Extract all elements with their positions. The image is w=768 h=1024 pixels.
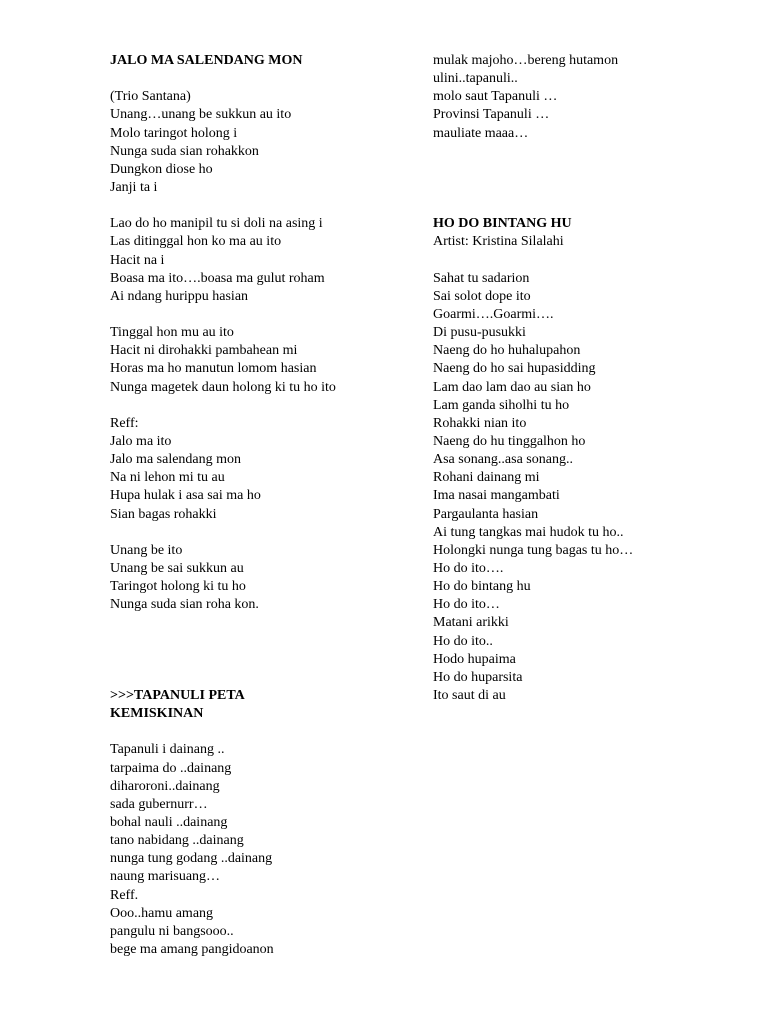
lyric-line: Ito saut di au [433, 687, 506, 703]
lyric-line: Nunga suda sian roha kon. [110, 597, 259, 613]
song-artist: Artist: Kristina Silalahi [433, 234, 564, 250]
lyric-line: mauliate maaa… [433, 125, 529, 141]
lyric-line: Asa sonang..asa sonang.. [433, 452, 573, 468]
lyric-line: Lam dao lam dao au sian ho [433, 379, 591, 395]
lyric-line: pangulu ni bangsooo.. [110, 923, 234, 939]
lyric-line: molo saut Tapanuli … [433, 89, 558, 105]
lyric-line: Taringot holong ki tu ho [110, 579, 246, 595]
lyric-line: Lao do ho manipil tu si doli na asing i [110, 216, 323, 232]
left-column [110, 52, 410, 959]
lyric-line: Naeng do ho huhalupahon [433, 343, 581, 359]
lyric-line: Jalo ma ito [110, 433, 172, 449]
lyric-line: Matani arikki [433, 615, 509, 631]
lyric-line: Ho do ito… [433, 597, 500, 613]
lyric-line: Rohani dainang mi [433, 470, 540, 486]
lyric-line: Unang…unang be sukkun au ito [110, 107, 292, 123]
lyric-line: Jalo ma salendang mon [110, 452, 242, 468]
lyric-line: Janji ta i [110, 179, 158, 195]
lyric-line: Ooo..hamu amang [110, 905, 214, 921]
lyric-line: mulak majoho…bereng hutamon [433, 53, 619, 68]
lyric-line: Ai tung tangkas mai hudok tu ho.. [433, 524, 624, 540]
lyric-line: Tapanuli i dainang .. [110, 742, 225, 758]
lyric-line: bohal nauli ..dainang [110, 814, 228, 830]
lyric-line: ulini..tapanuli.. [433, 71, 518, 87]
verse-2 [110, 215, 410, 306]
lyric-line: Unang be sai sukkun au [110, 560, 244, 576]
verse-4 [110, 542, 410, 615]
lyric-line: Ho do ito…. [433, 560, 504, 576]
song2-continued [433, 52, 733, 143]
lyric-line: Nunga magetek daun holong ki tu ho ito [110, 379, 336, 395]
right-column [433, 52, 733, 705]
lyric-line: Sahat tu sadarion [433, 270, 530, 286]
lyric-line: Hodo hupaima [433, 651, 516, 667]
lyric-line: sada gubernurr… [110, 796, 208, 812]
lyric-line: Rohakki nian ito [433, 415, 527, 431]
refrain [110, 415, 410, 524]
verse-1 [110, 106, 410, 197]
lyric-line: Pargaulanta hasian [433, 506, 539, 522]
lyric-line: tano nabidang ..dainang [110, 833, 244, 849]
lyric-line: Naeng do ho sai hupasidding [433, 361, 596, 377]
lyric-line: Di pusu-pusukki [433, 325, 526, 341]
lyric-line: diharoroni..dainang [110, 778, 220, 794]
lyric-line: Goarmi….Goarmi…. [433, 307, 554, 322]
lyric-line: Ima nasai mangambati [433, 488, 560, 504]
lyric-line: tarpaima do ..dainang [110, 760, 232, 776]
lyric-line: Provinsi Tapanuli … [433, 107, 550, 123]
lyric-line: Unang be ito [110, 542, 183, 558]
lyric-line: Molo taringot holong i [110, 125, 238, 141]
lyric-line: Sian bagas rohakki [110, 506, 217, 522]
lyric-line: bege ma amang pangidoanon [110, 941, 274, 957]
lyric-line: Na ni lehon mi tu au [110, 470, 225, 486]
lyric-line: Ho do huparsita [433, 669, 523, 685]
lyric-line: Tinggal hon mu au ito [110, 325, 234, 341]
song-title: >>>TAPANULI PETA [110, 687, 245, 703]
song-artist: (Trio Santana) [110, 89, 191, 105]
lyric-line: Dungkon diose ho [110, 161, 213, 177]
lyric-line: Nunga suda sian rohakkon [110, 143, 259, 159]
lyric-line: naung marisuang… [110, 869, 221, 885]
lyric-line: Reff: [110, 415, 139, 431]
lyric-line: Hacit ni dirohakki pambahean mi [110, 343, 298, 359]
lyric-line: nunga tung godang ..dainang [110, 851, 273, 867]
lyric-line: Horas ma ho manutun lomom hasian [110, 361, 317, 377]
verse-3 [110, 324, 410, 397]
song3-lyrics [433, 270, 733, 705]
lyric-line: Holongki nunga tung bagas tu ho… [433, 542, 634, 558]
lyric-line: Naeng do hu tinggalhon ho [433, 433, 586, 449]
lyric-line: Hacit na i [110, 252, 165, 268]
song-title: KEMISKINAN [110, 706, 204, 722]
lyric-line: Boasa ma ito….boasa ma gulut roham [110, 270, 325, 286]
song-title: HO DO BINTANG HU [433, 216, 572, 232]
lyric-line: Sai solot dope ito [433, 288, 531, 304]
lyric-line: Las ditinggal hon ko ma au ito [110, 234, 282, 250]
lyric-line: Ho do ito.. [433, 633, 493, 649]
lyric-line: Hupa hulak i asa sai ma ho [110, 488, 261, 504]
lyric-line: Ho do bintang hu [433, 579, 531, 595]
lyric-line: Reff. [110, 887, 139, 903]
lyric-line: Ai ndang hurippu hasian [110, 288, 249, 304]
song2-lyrics [110, 741, 410, 959]
lyric-line: Lam ganda siholhi tu ho [433, 397, 570, 413]
song-title: JALO MA SALENDANG MON [110, 53, 303, 68]
